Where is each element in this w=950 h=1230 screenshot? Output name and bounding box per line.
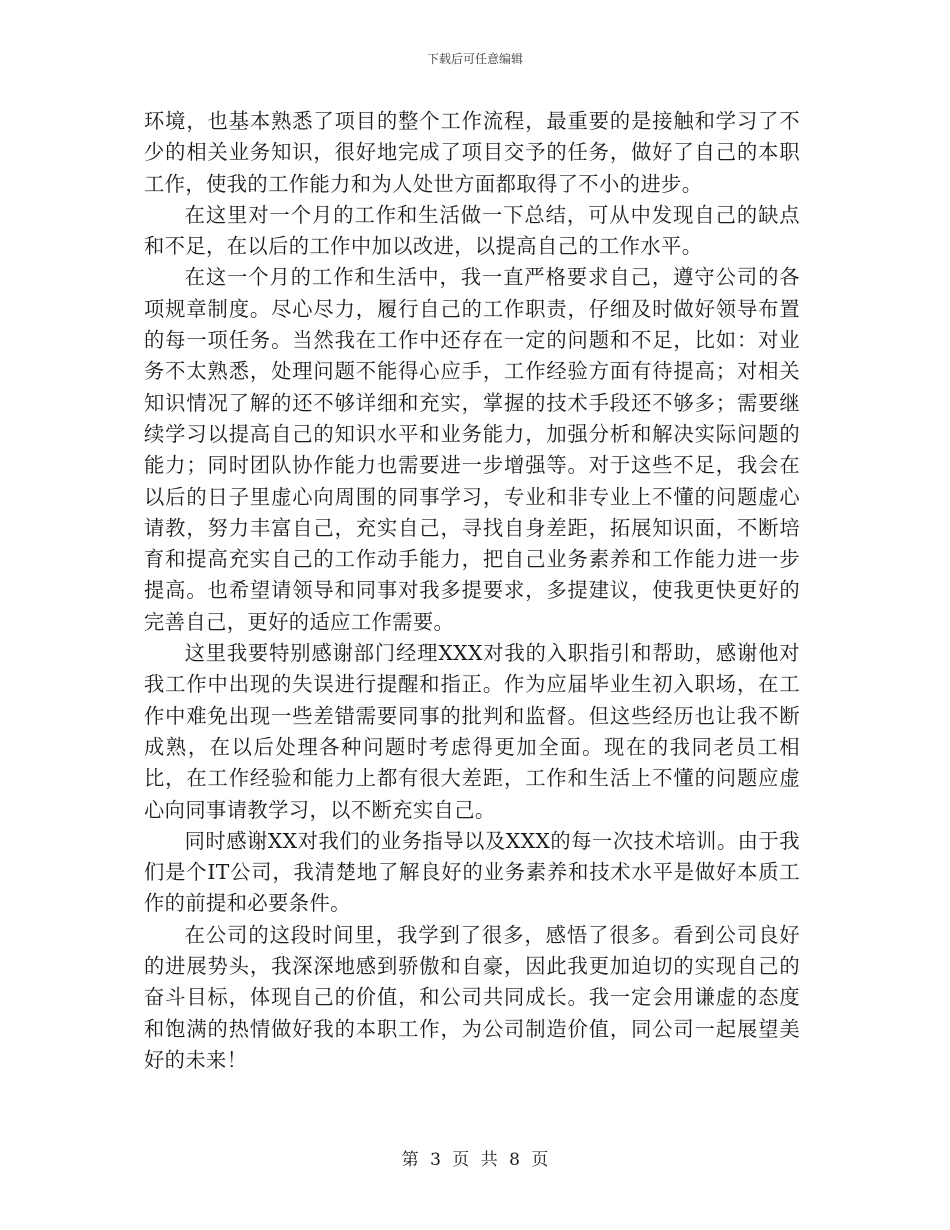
paragraph-thanks-manager: 这里我要特别感谢部门经理XXX对我的入职指引和帮助，感谢他对我工作中出现的失误进行提醒和指正。作为应届毕业生初入职场，在工作中难免出现一些差错需要同事的批判和监督。但这些经历也让我不断成熟，在以后处理各种问题时考虑得更加全面。现在的我同老员工相比，在工作经验和能力上都有很大差距，工作和生活上不懂的问题应虚心向同事请教学习，以不断充实自己。 (144, 641, 800, 822)
page-number: 第 3 页 共 8 页 (401, 1150, 549, 1170)
paragraph-summary-intro: 在这里对一个月的工作和生活做一下总结，可从中发现自己的缺点和不足，在以后的工作中加以改进，以提高自己的工作水平。 (144, 202, 800, 259)
page-header-note: 下载后可任意编辑 (426, 52, 523, 66)
paragraph-self-assessment: 在这一个月的工作和生活中，我一直严格要求自己，遵守公司的各项规章制度。尽心尽力，履行自己的工作职责，仔细及时做好领导布置的每一项任务。当然我在工作中还存在一定的问题和不足，比如：对业务不太熟悉，处理问题不能得心应手，工作经验方面有待提高；对相关知识情况了解的还不够详细和充实，掌握的技术手段还不够多；需要继续学习以提高自己的知识水平和业务能力，加强分析和解决实际问题的能力；同时团队协作能力也需要进一步增强等。对于这些不足，我会在以后的日子里虚心向周围的同事学习，专业和非专业上不懂的问题虚心请教，努力丰富自己，充实自己，寻找自身差距，拓展知识面，不断培育和提高充实自己的工作动手能力，把自己业务素养和工作能力进一步提高。也希望请领导和同事对我多提要求，多提建议，使我更快更好的完善自己，更好的适应工作需要。 (144, 265, 800, 634)
paragraph-closing: 在公司的这段时间里，我学到了很多，感悟了很多。看到公司良好的进展势头，我深深地感到骄傲和自豪，因此我更加迫切的实现自己的奋斗目标，体现自己的价值，和公司共同成长。我一定会用谦虚的态度和饱满的热情做好我的本职工作，为公司制造价值，同公司一起展望美好的未来！ (144, 922, 800, 1072)
document-body (144, 106, 800, 1076)
paragraph-thanks-training: 同时感谢XX对我们的业务指导以及XXX的每一次技术培训。由于我们是个IT公司，我清楚地了解良好的业务素养和技术水平是做好本质工作的前提和必要条件。 (144, 828, 800, 916)
paragraph-continuation: 环境，也基本熟悉了项目的整个工作流程，最重要的是接触和学习了不少的相关业务知识，很好地完成了项目交予的任务，做好了自己的本职工作，使我的工作能力和为人处世方面都取得了不小的进步。 (144, 109, 800, 196)
